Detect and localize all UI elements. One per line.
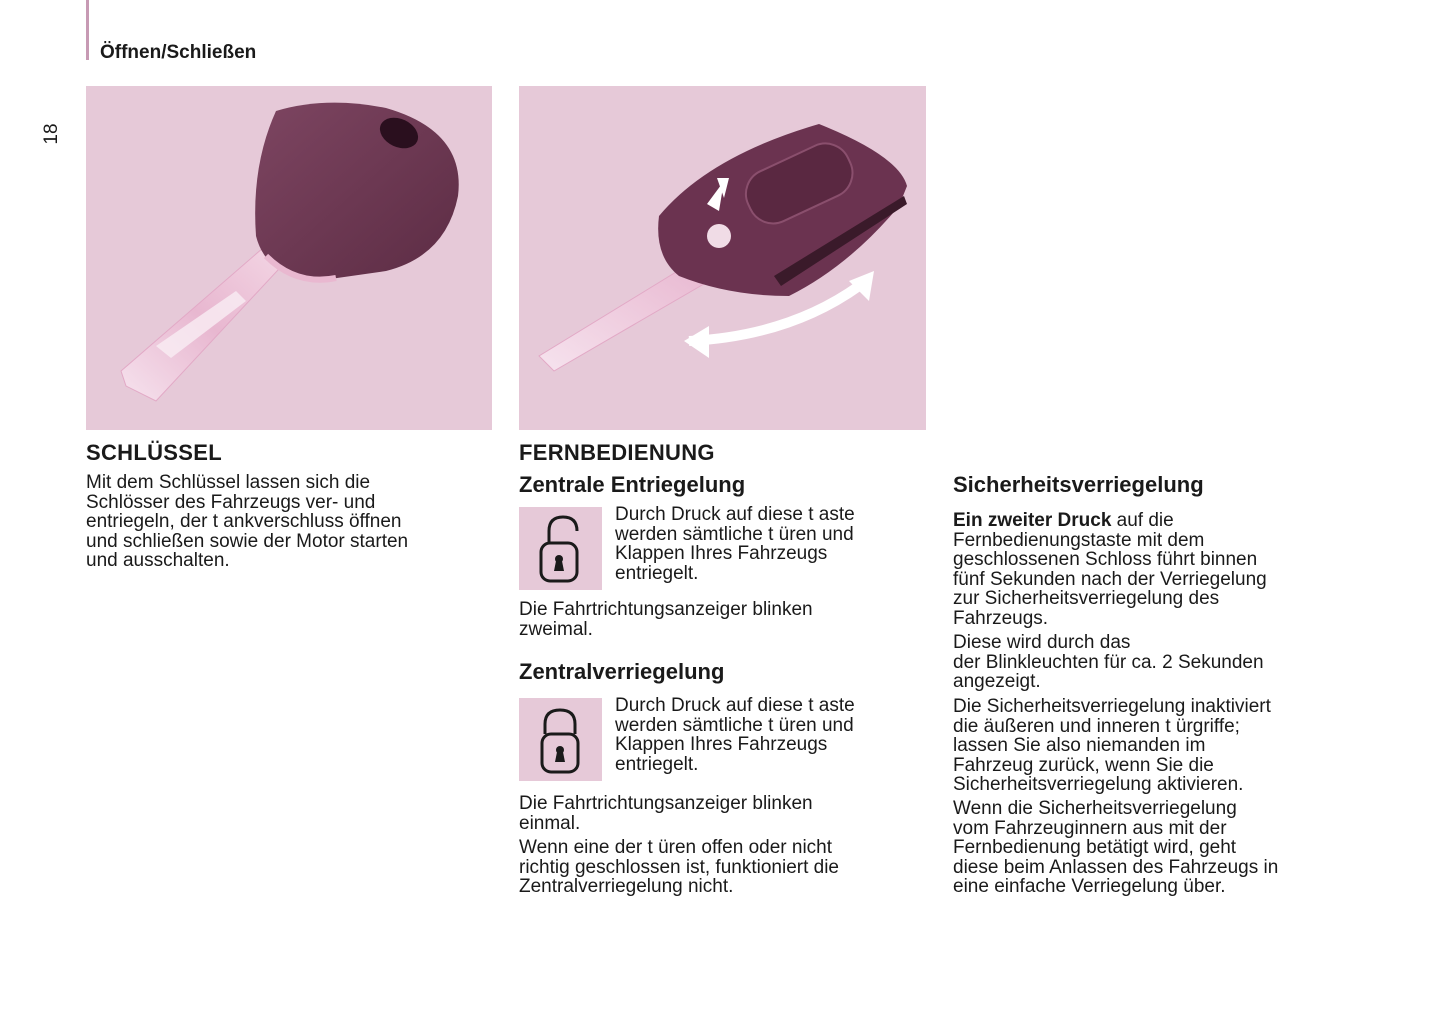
- text-line: Wenn die Sicherheitsverriegelung: [953, 798, 1237, 819]
- text-line: der Blinkleuchten für ca. 2 Sekunden: [953, 651, 1264, 673]
- zentralverriegelung-title: Zentralverriegelung: [519, 659, 725, 684]
- text-line: Klappen Ihres Fahrzeugs: [615, 543, 828, 564]
- text-line: Schlösser des Fahrzeugs ver- und: [86, 491, 376, 513]
- text-line: Mit dem Schlüssel lassen sich die: [86, 472, 371, 493]
- text-span: auf die: [1111, 510, 1174, 531]
- zentrale-entriegelung-title: Zentrale Entriegelung: [519, 472, 746, 497]
- page-number: 18: [41, 123, 62, 145]
- remote-illustration: [519, 86, 926, 430]
- text-line: Diese wird durch das: [953, 632, 1131, 653]
- text-line: richtig geschlossen ist, funktioniert die: [519, 856, 839, 878]
- text-line: entriegelt.: [615, 562, 699, 584]
- fernbedienung-heading: FERNBEDIENUNG: [519, 440, 715, 465]
- schluessel-heading: SCHLÜSSEL: [86, 440, 222, 465]
- unlock-padlock-icon: [519, 507, 602, 590]
- schluessel-text: [86, 473, 496, 571]
- text-line: geschlossenen Schloss führt binnen: [953, 549, 1258, 570]
- text-line: Zentralverriegelung nicht.: [519, 876, 734, 897]
- sicherheit-paragraph-3: [953, 697, 1373, 795]
- text-line: diese beim Anlassen des Fahrzeugs in: [953, 856, 1279, 878]
- sicherheitsverriegelung-title: Sicherheitsverriegelung: [953, 472, 1204, 497]
- text-line: Die Fahrtrichtungsanzeiger blinken: [519, 793, 813, 814]
- text-line: werden sämtliche t üren und: [615, 714, 854, 736]
- sicherheit-paragraph-1: [953, 511, 1373, 628]
- lock-padlock-icon: [519, 698, 602, 781]
- text-line: fünf Sekunden nach der Verriegelung: [953, 568, 1267, 590]
- section-accent-bar: [86, 0, 89, 60]
- lock-warning: [519, 838, 929, 897]
- text-line: einmal.: [519, 812, 581, 834]
- text-line: entriegeln, der t ankverschluss öffnen: [86, 511, 402, 532]
- key-illustration: [86, 86, 492, 430]
- lock-button-box: [519, 698, 602, 781]
- unlock-description: [615, 505, 925, 583]
- remote-key-icon: [519, 86, 926, 430]
- key-icon: [86, 86, 492, 430]
- text-line: lassen Sie also niemanden im: [953, 735, 1206, 756]
- text-line: Fernbedienungstaste mit dem: [953, 529, 1205, 551]
- emphasis: Ein zweiter Druck: [953, 510, 1112, 531]
- text-line: Die Sicherheitsverriegelung inaktiviert: [953, 696, 1271, 717]
- text-line: und schließen sowie der Motor starten: [86, 530, 409, 552]
- text-line: und ausschalten.: [86, 550, 230, 571]
- text-line: Wenn eine der t üren offen oder nicht: [519, 837, 833, 858]
- section-title: Öffnen/Schließen: [100, 42, 257, 63]
- text-line: Sicherheitsverriegelung aktivieren.: [953, 774, 1244, 795]
- sicherheit-paragraph-2: [953, 633, 1373, 692]
- text-line: werden sämtliche t üren und: [615, 523, 854, 545]
- text-line: Fernbedienung betätigt wird, geht: [953, 837, 1237, 858]
- unlock-note: [519, 600, 919, 639]
- sicherheit-paragraph-4: [953, 799, 1373, 897]
- text-line: zweimal.: [519, 618, 593, 640]
- unlock-button-box: [519, 507, 602, 590]
- text-line: Die Fahrtrichtungsanzeiger blinken: [519, 599, 813, 620]
- text-line: [953, 511, 1373, 531]
- text-line: vom Fahrzeuginnern aus mit der: [953, 817, 1227, 839]
- text-line: Klappen Ihres Fahrzeugs: [615, 734, 828, 755]
- text-line: Fahrzeugs.: [953, 607, 1049, 629]
- text-line: angezeigt.: [953, 671, 1041, 692]
- lock-note: [519, 794, 919, 833]
- text-line: entriegelt.: [615, 753, 699, 775]
- text-line: Durch Druck auf diese t aste: [615, 695, 855, 716]
- text-line: Durch Druck auf diese t aste: [615, 504, 855, 525]
- text-line: die äußeren und inneren t ürgriffe;: [953, 715, 1240, 737]
- text-line: zur Sicherheitsverriegelung des: [953, 588, 1220, 609]
- text-line: eine einfache Verriegelung über.: [953, 876, 1226, 897]
- text-line: Fahrzeug zurück, wenn Sie die: [953, 754, 1214, 776]
- lock-description: [615, 696, 925, 774]
